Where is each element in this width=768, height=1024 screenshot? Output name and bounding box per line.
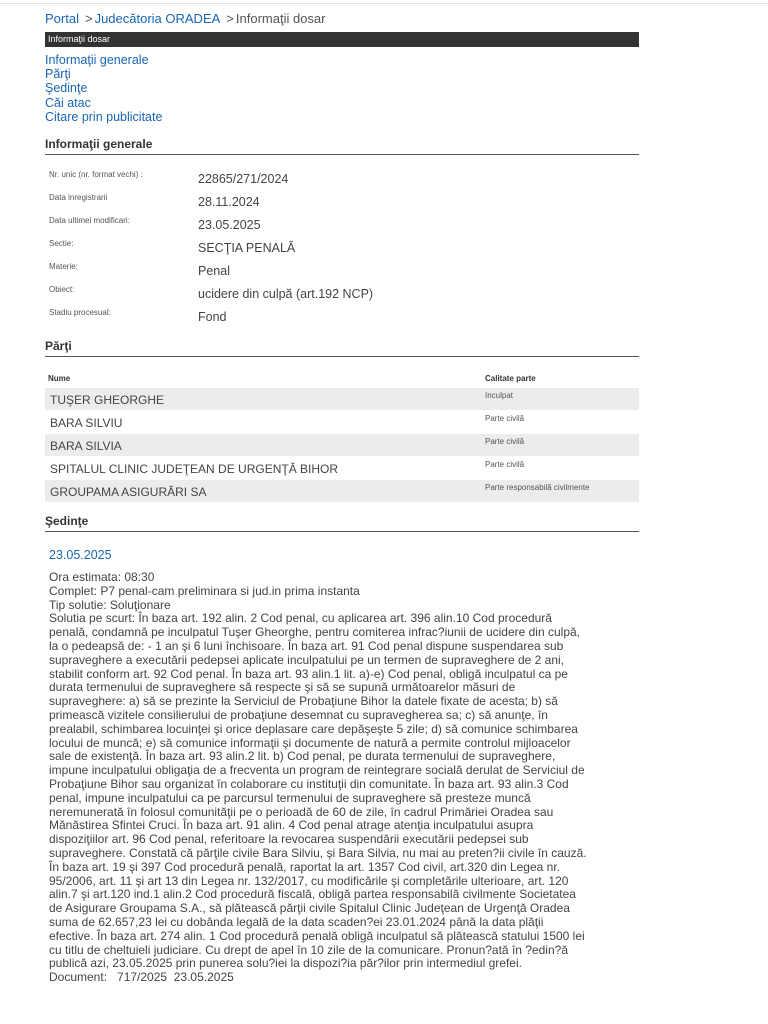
hearing-detail-line: Probaţiune Bihor sau organizat în colaborare cu instituţii din comunitate. În baza art. 93 alin.3 Cod (49, 776, 569, 791)
party-name: SPITALUL CLINIC JUDEŢEAN DE URGENŢĂ BIHOR (50, 462, 339, 476)
party-name: BARA SILVIA (50, 439, 122, 453)
party-role: Parte civilă (485, 414, 525, 423)
hearing-detail-line: Ora estimata: 08:30 (49, 570, 155, 584)
hearing-detail-line: impune inculpatului obligaţia de a frecventa un program de reintegrare socială derulat de Serviciul de (49, 763, 585, 778)
info-value: 22865/271/2024 (198, 172, 289, 186)
hearing-detail-line: Mănăstirea Sfintei Cruci. În baza art. 91 alin. 4 Cod penal atrage atenţia inculpatului asupra (49, 818, 534, 833)
case-nav (45, 53, 162, 124)
party-role: Parte civilă (485, 437, 525, 446)
hearing-detail-line: suma de 62.657,23 lei cu dobânda legală de la data scaden?ei 23.01.2024 până la data plăţii (49, 914, 544, 929)
hearing-detail-line: de Asigurare Groupama S.A., să plătească părţii civile Spitalul Clinic Judeţean de Urgenţă Oradea (49, 901, 570, 916)
hearing-detail-line: În baza art. 19 şi 397 Cod procedură penală, raportat la art. 1357 Cod civil, art.320 din Legea nr. (49, 859, 560, 874)
info-label: Stadiu procesual: (49, 308, 111, 317)
hearing-detail-line: primească vizitele consilierului de probaţiune desemnat cu supravegherea sa; c) să anunţe, în (49, 707, 548, 722)
hearing-detail-line: Complet: P7 penal-cam preliminara si jud.in prima instanta (49, 583, 360, 598)
hearing-detail-line: publică azi, 23.05.2025 prin punerea solu?iei la dispozi?ia păr?ilor prin intermediul grefei. (49, 956, 522, 971)
hearing-details (49, 571, 639, 985)
hearing-detail-line: neremunerată în folosul comunităţii pe o perioadă de 60 de zile, în cadrul Primăriei Oradea sau (49, 804, 554, 819)
party-name: TUŞER GHEORGHE (50, 393, 165, 407)
party-role: Inculpat (485, 391, 514, 400)
hearing-detail-line: supraveghere a executării pedepsei aplicate inculpatului pe un termen de supraveghere de 2 ani, (49, 652, 565, 667)
breadcrumb-separator: > (84, 11, 93, 26)
hearing-date: 23.05.2025 (49, 548, 112, 562)
info-value: ucidere din culpă (art.192 NCP) (198, 287, 374, 301)
breadcrumb-current: Informaţii dosar (235, 11, 326, 26)
hearing-detail-line: Tip solutie: Soluţionare (49, 597, 171, 612)
hearing-detail-line: locului de muncă; e) să comunice informaţii şi documente de natură a permite controlul mijloacelor (49, 735, 571, 750)
hearing-detail-line: 95/2006, art. 11 şi art 13 din Legea nr. 132/2017, cu modificările şi completările ulterioare, art. 120 (49, 873, 569, 888)
party-name: GROUPAMA ASIGURĂRI SA (50, 485, 207, 499)
breadcrumb (45, 11, 325, 26)
breadcrumb-portal-link[interactable]: Portal (45, 11, 79, 26)
hearing-detail-line: sale de existenţă. În baza art. 93 alin.2 lit. b) Cod penal, pe durata termenului de supraveghere, (49, 749, 556, 764)
nav-parties-link[interactable]: Părţi (45, 67, 71, 82)
info-label: Nr. unic (nr. format vechi) : (49, 170, 143, 179)
hearing-detail-line: cu titlu de cheltuieli judiciare. Cu drept de apel în 10 zile de la comunicare. Pronun?ată în ?edin?ă (49, 942, 568, 957)
hearing-detail-line: durata termenului de supraveghere să respecte şi să se supună următoarelor măsuri de (49, 680, 516, 695)
top-divider (0, 3, 768, 4)
breadcrumb-court-link[interactable]: Judecătoria ORADEA (94, 11, 221, 26)
parties-heading: Părţi (45, 339, 639, 357)
info-row-object (45, 285, 639, 308)
hearing-detail-line: efective. În baza art. 274 alin. 1 Cod procedură penală obligă inculpatul să plătească statului 1500 lei (49, 928, 585, 943)
hearing-detail-line: la o pedeapsă de: - 1 an şi 6 luni închisoare. În baza art. 91 Cod penal dispune suspendarea sub (49, 638, 564, 653)
party-role: Parte responsabilă civilmente (485, 483, 590, 492)
general-info-heading: Informaţii generale (45, 137, 639, 155)
info-row-procedural-stage (45, 308, 639, 331)
party-row (45, 480, 639, 502)
breadcrumb-separator: > (226, 11, 234, 26)
info-row-registration-date (45, 193, 639, 216)
info-value: Fond (198, 310, 227, 324)
party-row (45, 388, 639, 410)
info-label: Sectie: (49, 239, 74, 248)
info-value: 28.11.2024 (198, 195, 260, 209)
hearing-detail-line: alin.7 şi art.120 ind.1 alin.2 Cod procedură fiscală, obligă partea responsabilă civilmente Societatea (49, 887, 576, 902)
info-row-case-number (45, 170, 639, 193)
hearing-detail-line: supraveghere: a) să se prezinte la Serviciul de Probaţiune Bihor la datele fixate de acesta; b) să (49, 694, 558, 709)
hearing-detail-line: stabilit conform art. 92 Cod penal. În baza art. 93 alin.1 lit. a)-e) Cod penal, obligă inculpatul ca pe (49, 666, 568, 681)
hearing-detail-line: dispoziţiilor art. 96 Cod penal, referitoare la revocarea suspendării executării pedepsei sub (49, 832, 529, 847)
nav-general-info-link[interactable]: Informaţii generale (45, 53, 149, 67)
info-label: Materie: (49, 262, 78, 271)
info-value: Penal (198, 264, 230, 278)
info-label: Obiect: (49, 285, 75, 294)
party-row (45, 411, 639, 433)
info-label: Data ultimei modificari: (49, 216, 130, 225)
parties-column-role: Calitate parte (485, 374, 536, 383)
hearing-detail-line: supraveghere. Constată că părţile civile Bara Silviu, şi Bara Silvia, nu mai au preten?ii civile în cauză. (49, 845, 587, 860)
hearing-detail-line: penal, impune inculpatului ca pe parcursul termenului de supraveghere să presteze muncă (49, 790, 531, 805)
nav-public-summons-link[interactable]: Citare prin publicitate (45, 109, 163, 124)
party-row (45, 434, 639, 456)
nav-hearings-link[interactable]: Şedinţe (45, 81, 88, 96)
party-name: BARA SILVIU (50, 416, 123, 430)
info-row-last-modified (45, 216, 639, 239)
info-value: 23.05.2025 (198, 218, 261, 232)
hearings-heading: Şedinţe (45, 514, 639, 532)
parties-column-name: Nume (48, 374, 71, 383)
nav-appeals-link[interactable]: Căi atac (45, 95, 91, 110)
info-label: Data inregistrarii (49, 193, 108, 202)
hearing-detail-line: penală, condamnă pe inculpatul Tuşer Gheorghe, pentru comiterea infrac?iunii de ucidere din culpă, (49, 625, 580, 640)
section-title-bar: Informaţii dosar (45, 32, 639, 47)
party-row (45, 457, 639, 479)
party-role: Parte civilă (485, 460, 525, 469)
info-row-matter (45, 262, 639, 285)
hearing-detail-line: Document: 717/2025 23.05.2025 (49, 970, 234, 985)
hearing-detail-line: prealabil, schimbarea locuinţei şi orice deplasare care depăşeşte 5 zile; d) să comunice schimbarea (49, 721, 578, 736)
hearing-detail-line: Solutia pe scurt: În baza art. 192 alin. 2 Cod penal, cu aplicarea art. 396 alin.10 Cod procedură (49, 611, 552, 626)
info-row-section (45, 239, 639, 262)
info-value: SECŢIA PENALĂ (198, 241, 296, 255)
